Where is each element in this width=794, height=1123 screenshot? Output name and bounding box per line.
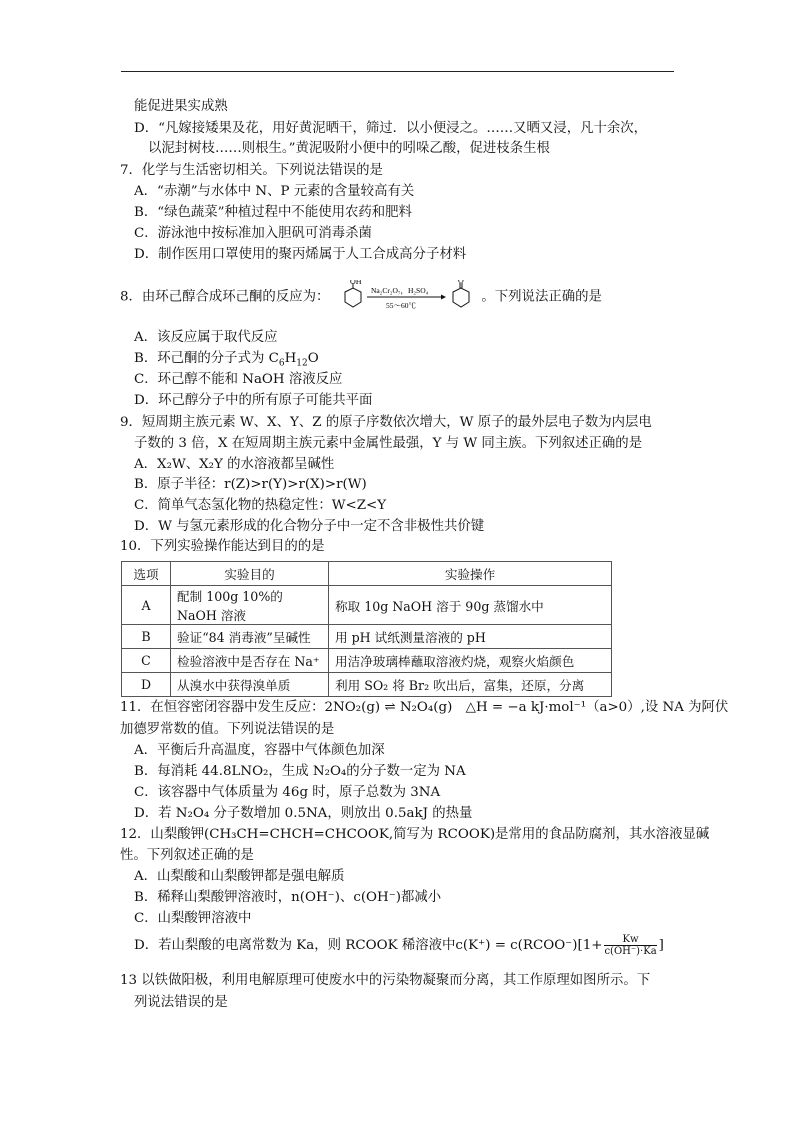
q9-stem-line2: 子数的 3 倍，X 在短周期主族元素中金属性最强，Y 与 W 同主族。下列叙述正确的是 [134, 436, 643, 451]
row-operation: 用 pH 试纸测量溶液的 pH [329, 625, 612, 649]
cyclohexanol-to-cyclohexanone-diagram [331, 280, 479, 314]
q10-stem: 10．下列实验操作能达到目的的是 [120, 539, 325, 554]
q12-option-c: C．山梨酸钾溶液中 [134, 911, 252, 926]
row-operation: 称取 10g NaOH 溶于 90g 蒸馏水中 [329, 586, 612, 625]
q8-b-sub1: 6 [278, 358, 285, 369]
q11-option-a: A．平衡后升高温度，容器中气体颜色加深 [134, 743, 385, 758]
row-purpose: 从溴水中获得溴单质 [171, 673, 329, 697]
row-option: C [122, 649, 171, 673]
q6-option-d-line1: D．“凡嫁接矮果及花，用好黄泥晒干，筛过．以小便浸之。……又晒又浸，凡十余次， [134, 121, 648, 136]
q8-option-b [134, 350, 319, 368]
q11-option-d: D．若 N₂O₄ 分子数增加 0.5NA，则放出 0.5akJ 的热量 [134, 806, 473, 821]
header-rule [121, 71, 674, 72]
table-row [122, 586, 612, 625]
q12-d-post: ] [658, 938, 664, 953]
q6-option-d-line2: 以泥封树枝……则根生。”黄泥吸附小便中的吲哚乙酸，促进枝条生根 [148, 141, 550, 156]
row-purpose: 验证“84 消毒液”呈碱性 [171, 625, 329, 649]
q7-stem: 7．化学与生活密切相关。下列说法错误的是 [120, 163, 383, 178]
q8-b-pre: B．环己酮的分子式为 C [134, 351, 279, 366]
q12-option-a: A．山梨酸和山梨酸钾都是强电解质 [134, 869, 345, 884]
q8-stem [120, 280, 602, 315]
product-o-label: O [458, 280, 465, 285]
q7-option-d: D．制作医用口罩使用的聚丙烯属于人工合成高分子材料 [134, 247, 467, 262]
table-row [122, 649, 612, 673]
q9-option-c: C．简单气态氢化物的热稳定性：W<Z<Y [134, 498, 387, 513]
header-option: 选项 [122, 562, 171, 586]
reaction-condition: 55～60℃ [386, 301, 417, 310]
q9-option-d: D．W 与氢元素形成的化合物分子中一定不含非极性共价键 [134, 519, 485, 534]
q7-option-c: C．游泳池中按标准加入胆矾可消毒杀菌 [134, 226, 372, 241]
q11-option-b: B．每消耗 44.8LNO₂，生成 N₂O₄的分子数一定为 NA [134, 764, 466, 779]
reactant-oh-label: OH [350, 280, 362, 286]
q7-option-a: A．“赤潮”与水体中 N、P 元素的含量较高有关 [134, 184, 415, 199]
row-operation: 用洁净玻璃棒蘸取溶液灼烧，观察火焰颜色 [329, 649, 612, 673]
q8-stem-pre: 8．由环己醇合成环己酮的反应为： [120, 289, 330, 305]
experiment-table [121, 561, 612, 697]
table-row [122, 673, 612, 697]
q13-stem-line1: 13 以铁做阳极，利用电解原理可使废水中的污染物凝聚而分离，其工作原理如图所示。下 [120, 973, 651, 988]
header-operation: 实验操作 [329, 562, 612, 586]
q9-stem-line1: 9．短周期主族元素 W、X、Y、Z 的原子序数依次增大，W 原子的最外层电子数为内层电 [120, 415, 652, 430]
header-purpose: 实验目的 [171, 562, 329, 586]
q9-option-b: B．原子半径：r(Z)>r(Y)>r(X)>r(W) [134, 477, 367, 492]
q13-stem-line2: 列说法错误的是 [134, 995, 228, 1010]
q6-continuation: 能促进果实成熟 [134, 99, 228, 114]
q8-b-sub2: 12 [296, 358, 308, 369]
q12-option-b: B．稀释山梨酸钾溶液时，n(OH⁻)、c(OH⁻)都减小 [134, 890, 442, 905]
reaction-reagent: Na₂Cr₂O₇，H₂SO₄ [371, 286, 429, 295]
q8-b-mid: H [284, 351, 297, 366]
q11-option-c: C．该容器中气体质量为 46g 时，原子总数为 3NA [134, 785, 441, 800]
q7-option-b: B．“绿色蔬菜”种植过程中不能使用农药和肥料 [134, 205, 412, 220]
q12-d-fraction [604, 934, 656, 957]
q12-stem-line2: 性。下列叙述正确的是 [120, 848, 254, 863]
q12-stem-line1: 12．山梨酸钾(CH₃CH=CHCH=CHCOOK,简写为 RCOOK)是常用的食品防腐剂，其水溶液显碱 [120, 827, 710, 842]
q11-stem-line2: 加德罗常数的值。下列说法错误的是 [120, 722, 335, 737]
q8-stem-post: 。下列说法正确的是 [481, 289, 602, 305]
row-operation: 利用 SO₂ 将 Br₂ 吹出后，富集，还原，分离 [329, 673, 612, 697]
q11-stem-line1: 11．在恒容密闭容器中发生反应：2NO₂(g) ⇌ N₂O₄(g) △H = −a kJ·mol⁻¹（a>0）,设 NA 为阿伏 [120, 700, 729, 715]
q8-option-d: D．环己醇分子中的所有原子可能共平面 [134, 393, 373, 408]
q8-option-a: A．该反应属于取代反应 [134, 330, 278, 345]
q9-option-a: A．X₂W、X₂Y 的水溶液都呈碱性 [134, 457, 335, 472]
q8-reaction-scheme [331, 280, 479, 314]
q8-b-post: O [307, 351, 319, 366]
row-option: D [122, 673, 171, 697]
fraction-numerator: Kw [604, 934, 656, 946]
row-option: A [122, 586, 171, 625]
q12-option-d [134, 933, 664, 959]
table-header-row [122, 562, 612, 586]
fraction-denominator: c(OH⁻)·Ka [604, 946, 657, 957]
q8-option-c: C．环己醇不能和 NaOH 溶液反应 [134, 372, 343, 387]
row-purpose: 检验溶液中是否存在 Na⁺ [171, 649, 329, 673]
table-row [122, 625, 612, 649]
q12-d-pre: D．若山梨酸的电离常数为 Ka，则 RCOOK 稀溶液中c(K⁺) = c(RCOO⁻)[1+ [134, 938, 603, 953]
row-option: B [122, 625, 171, 649]
row-purpose: 配制 100g 10%的 NaOH 溶液 [171, 586, 329, 625]
